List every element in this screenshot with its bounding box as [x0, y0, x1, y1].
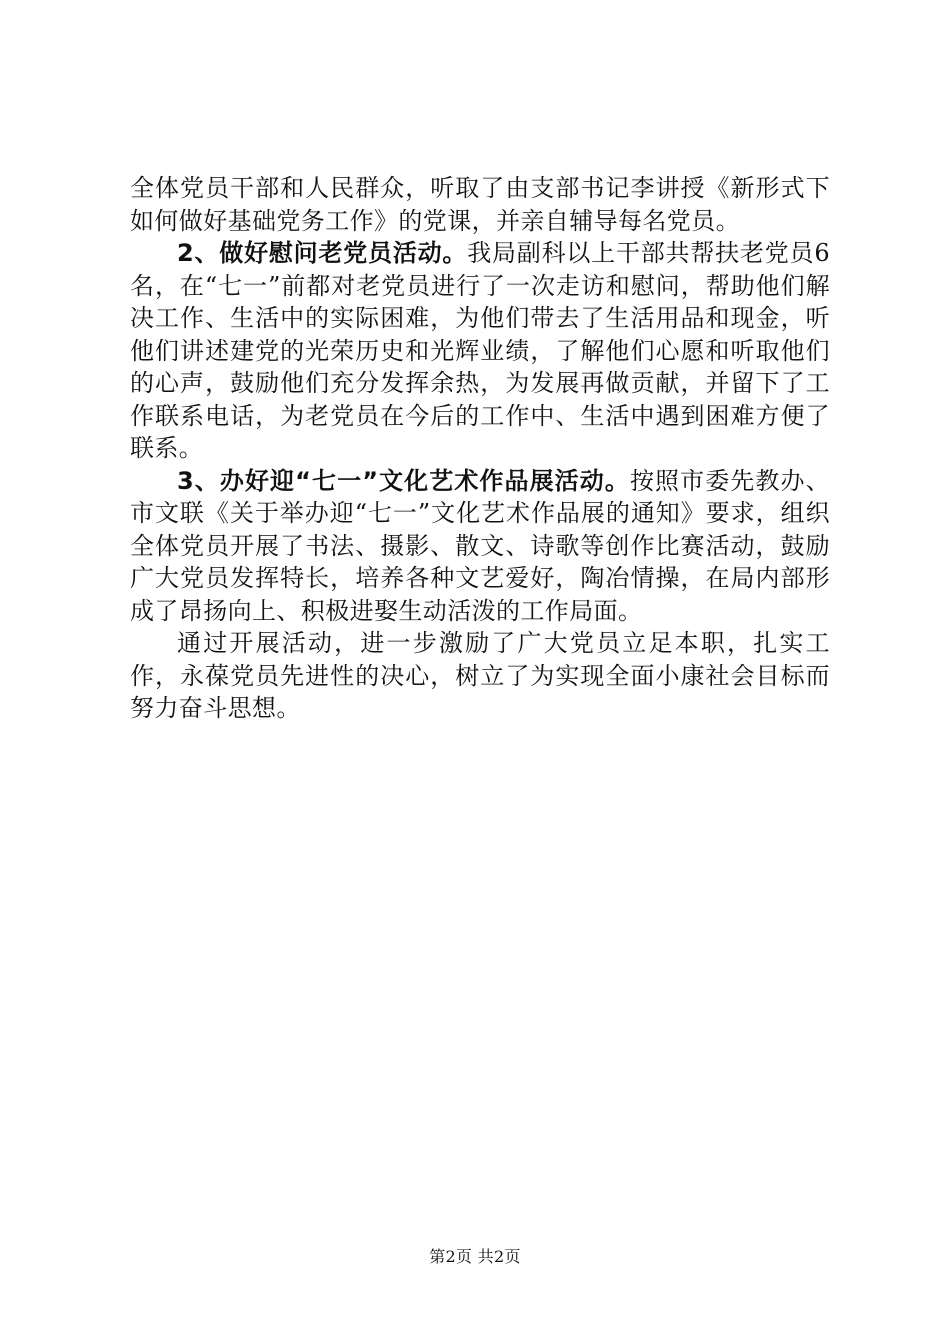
page-number-footer: 第2页 共2页 — [429, 1247, 521, 1266]
paragraph-1-text: 全体党员干部和人民群众，听取了由支部书记李讲授《新形式下如何做好基础党务工作》的党课，并亲自辅导每名党员。 — [130, 174, 830, 235]
paragraph-3-heading: 3、办好迎“七一”文化艺术作品展活动。 — [177, 466, 630, 495]
paragraph-1 — [130, 172, 830, 237]
document-body — [130, 172, 830, 725]
paragraph-2-heading: 2、做好慰问老党员活动。 — [177, 239, 468, 267]
paragraph-4-text: 通过开展活动，进一步激励了广大党员立足本职，扎实工作，永葆党员先进性的决心，树立了为实现全面小康社会目标而努力奋斗思想。 — [130, 629, 830, 722]
paragraph-2-text: 我局副科以上干部共帮扶老党员6名，在“七一”前都对老党员进行了一次走访和慰问，帮助他们解决工作、生活中的实际困难，为他们带去了生活用品和现金，听他们讲述建党的光荣历史和光辉业绩，了解他们心愿和听取他们的心声，鼓励他们充分发挥余热，为发展再做贡献，并留下了工作联系电话，为老党员在今后的工作中、生活中遇到困难方便了联系。 — [130, 239, 830, 462]
paragraph-2 — [130, 237, 830, 465]
paragraph-3 — [130, 465, 830, 628]
paragraph-4 — [130, 627, 830, 725]
paragraph-3-text: 按照市委先教办、市文联《关于举办迎“七一”文化艺术作品展的通知》要求，组织全体党员开展了书法、摄影、散文、诗歌等创作比赛活动，鼓励广大党员发挥特长，培养各种文艺爱好，陶冶情操，在局内部形成了昂扬向上、积极进娶生动活泼的工作局面。 — [130, 466, 830, 625]
